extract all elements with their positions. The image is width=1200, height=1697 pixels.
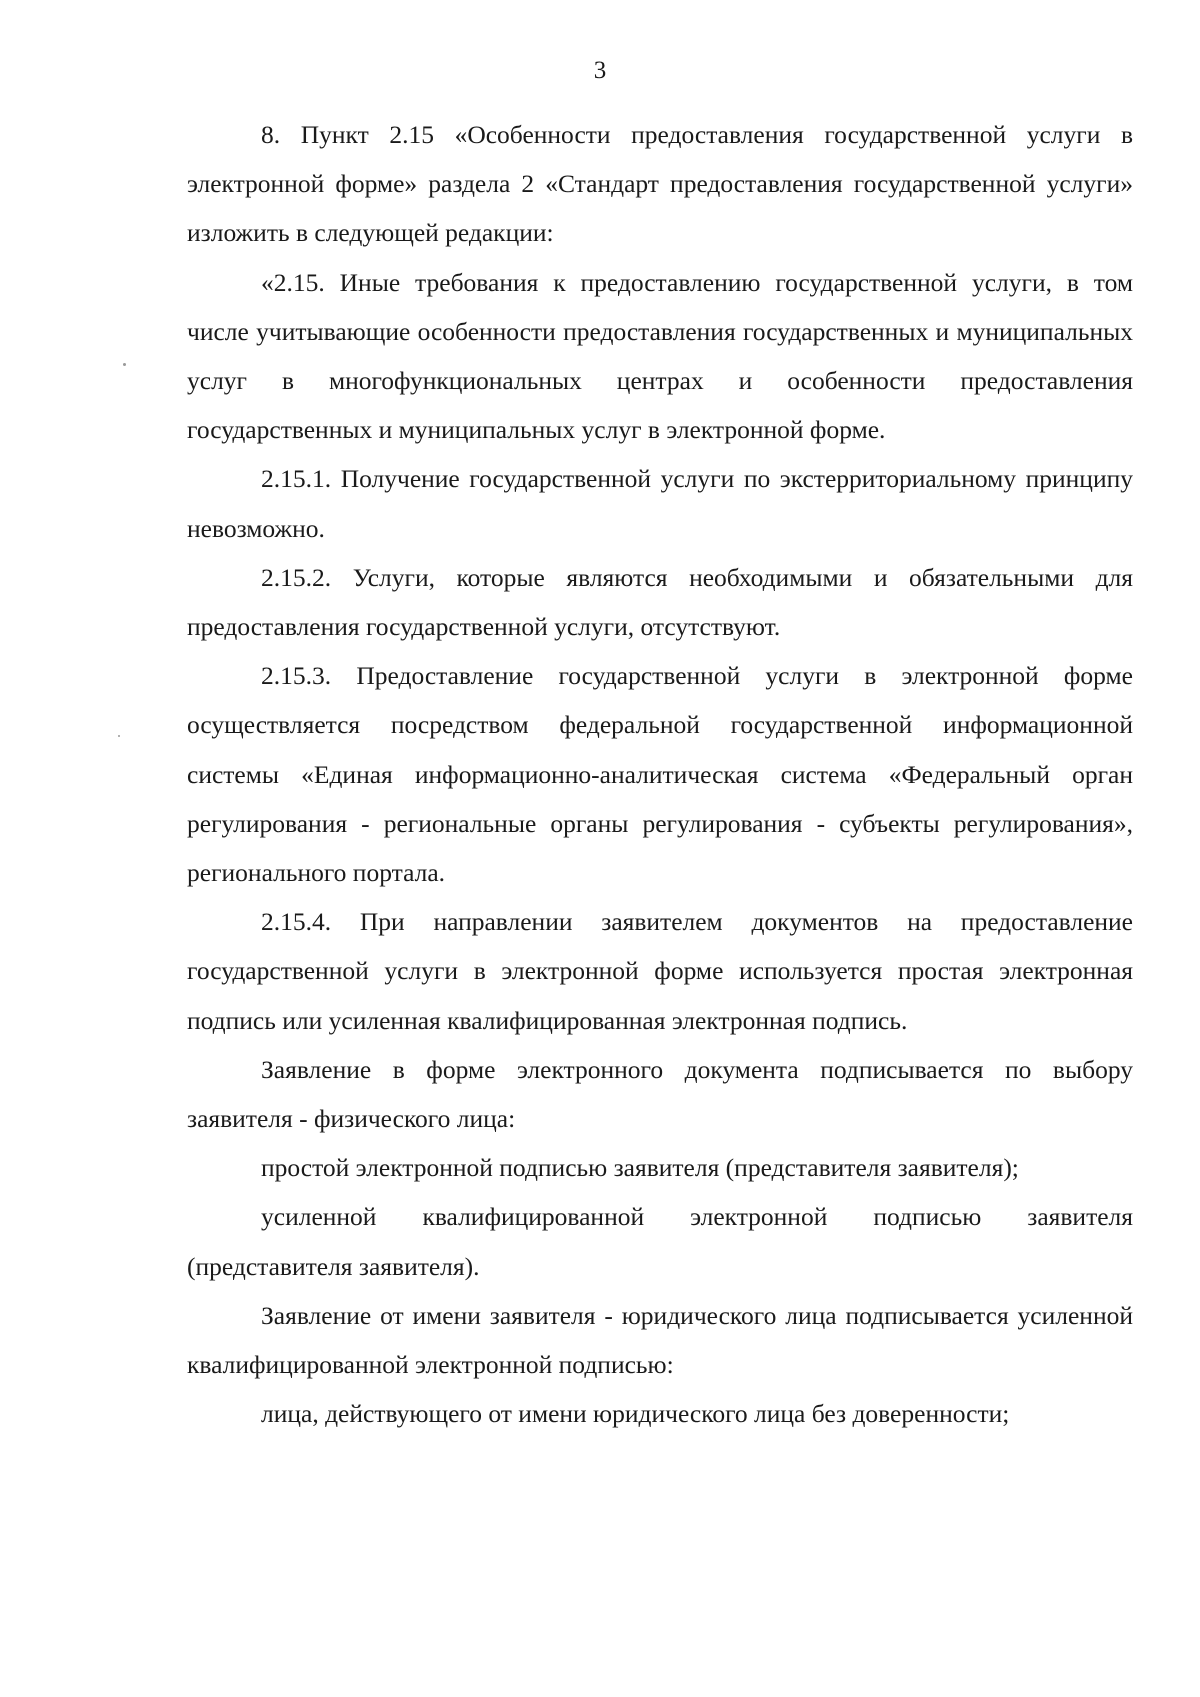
paragraph-2-15-1: 2.15.1. Получение государственной услуги по экстерриториальному принципу невозможно.: [187, 464, 1133, 543]
paragraph-qualified-signature: усиленной квалифицированной электронной подписью заявителя (представителя заявителя).: [187, 1202, 1133, 1281]
page-number: 3: [593, 57, 607, 84]
paragraph-individual-signature: Заявление в форме электронного документа подписывается по выбору заявителя - физического лица:: [187, 1054, 1133, 1134]
paragraph-2-15-4: 2.15.4. При направлении заявителем документов на предоставление государственной услуги в электронной форме используется простая электронная подпись или усиленная квалифицированная электронная подпись.: [187, 907, 1133, 1035]
paragraph-amendment-intro: 8. Пункт 2.15 «Особенности предоставления государственной услуги в электронной форме» раздела 2 «Стандарт предоставления государственной услуги» изложить в следующей редакции:: [187, 120, 1133, 248]
document-body: [187, 110, 1133, 1438]
paragraph-without-power-of-attorney: лица, действующего от имени юридического лица без доверенности;: [261, 1399, 1010, 1429]
paragraph-simple-signature: простой электронной подписью заявителя (представителя заявителя);: [261, 1153, 1019, 1183]
paragraph-legal-entity-signature: Заявление от имени заявителя - юридического лица подписывается усиленной квалифицированной электронной подписью:: [187, 1300, 1133, 1380]
paragraph-2-15-2: 2.15.2. Услуги, которые являются необходимыми и обязательными для предоставления государственной услуги, отсутствуют.: [187, 562, 1133, 642]
paragraph-2-15-3: 2.15.3. Предоставление государственной услуги в электронной форме осуществляется посредством федеральной государственной информационной системы «Единая информационно-аналитическая система «Федеральный орган регулирования - региональные органы регулирования - субъекты регулирования», регионального портала.: [187, 661, 1133, 888]
scan-artifact-dot: [118, 735, 120, 737]
paragraph-2-15: «2.15. Иные требования к предоставлению государственной услуги, в том числе учитывающие особенности предоставления государственных и муниципальных услуг в многофункциональных центрах и особенности предоставления государственных и муниципальных услуг в электронной форме.: [187, 267, 1133, 445]
scan-artifact-dot: [123, 363, 126, 366]
